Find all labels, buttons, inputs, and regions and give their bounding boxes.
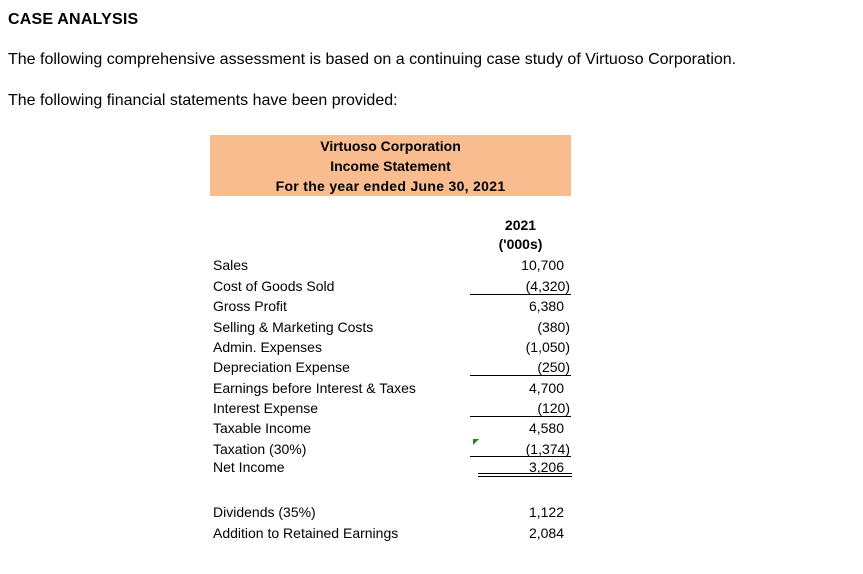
- row-value-admin-expenses: (1,050): [525, 339, 570, 355]
- intro-paragraph-2: The following financial statements have been provided:: [8, 92, 398, 109]
- row-value-ebit: 4,700: [528, 380, 564, 396]
- cogs-underline: [470, 294, 571, 295]
- row-label-interest: Interest Expense: [213, 400, 319, 416]
- row-label-sales: Sales: [213, 257, 249, 273]
- row-value-sales: 10,700: [521, 257, 564, 273]
- statement-header-banner: [210, 135, 571, 196]
- net-income-double-underline: [478, 473, 572, 477]
- column-year: 2021: [504, 217, 537, 233]
- row-value-dividends: 1,122: [528, 504, 564, 520]
- statement-period: For the year ended June 30, 2021: [275, 178, 506, 194]
- company-name: Virtuoso Corporation: [320, 138, 461, 154]
- statement-title: Income Statement: [330, 158, 451, 174]
- row-value-retained-earnings: 2,084: [528, 525, 564, 541]
- interest-underline: [470, 416, 571, 417]
- row-label-admin-expenses: Admin. Expenses: [213, 339, 322, 355]
- row-label-taxation: Taxation (30%): [213, 441, 307, 457]
- row-value-taxable-income: 4,580: [528, 420, 564, 436]
- row-value-taxation: (1,374): [525, 441, 570, 457]
- row-label-taxable-income: Taxable Income: [213, 420, 312, 436]
- row-value-depreciation: (250): [537, 359, 570, 375]
- depreciation-underline: [470, 375, 571, 376]
- taxation-underline: [470, 456, 571, 457]
- row-label-ebit: Earnings before Interest & Taxes: [213, 380, 416, 396]
- row-value-selling-marketing: (380): [537, 319, 570, 335]
- row-label-cogs: Cost of Goods Sold: [213, 278, 335, 294]
- row-label-retained-earnings: Addition to Retained Earnings: [213, 525, 399, 541]
- row-label-selling-marketing: Selling & Marketing Costs: [213, 319, 374, 335]
- row-value-interest: (120): [537, 400, 570, 416]
- row-value-net-income: 3,206: [528, 459, 564, 475]
- case-analysis-heading: CASE ANALYSIS: [8, 11, 139, 28]
- row-label-depreciation: Depreciation Expense: [213, 359, 350, 375]
- intro-paragraph-1: The following comprehensive assessment is based on a continuing case study of Virtuoso Corporation.: [8, 51, 737, 68]
- row-label-dividends: Dividends (35%): [213, 504, 316, 520]
- row-label-gross-profit: Gross Profit: [213, 298, 287, 314]
- row-value-gross-profit: 6,380: [528, 298, 564, 314]
- row-value-cogs: (4,320): [525, 278, 570, 294]
- column-unit: ('000s): [498, 236, 543, 252]
- row-label-net-income: Net Income: [213, 459, 285, 475]
